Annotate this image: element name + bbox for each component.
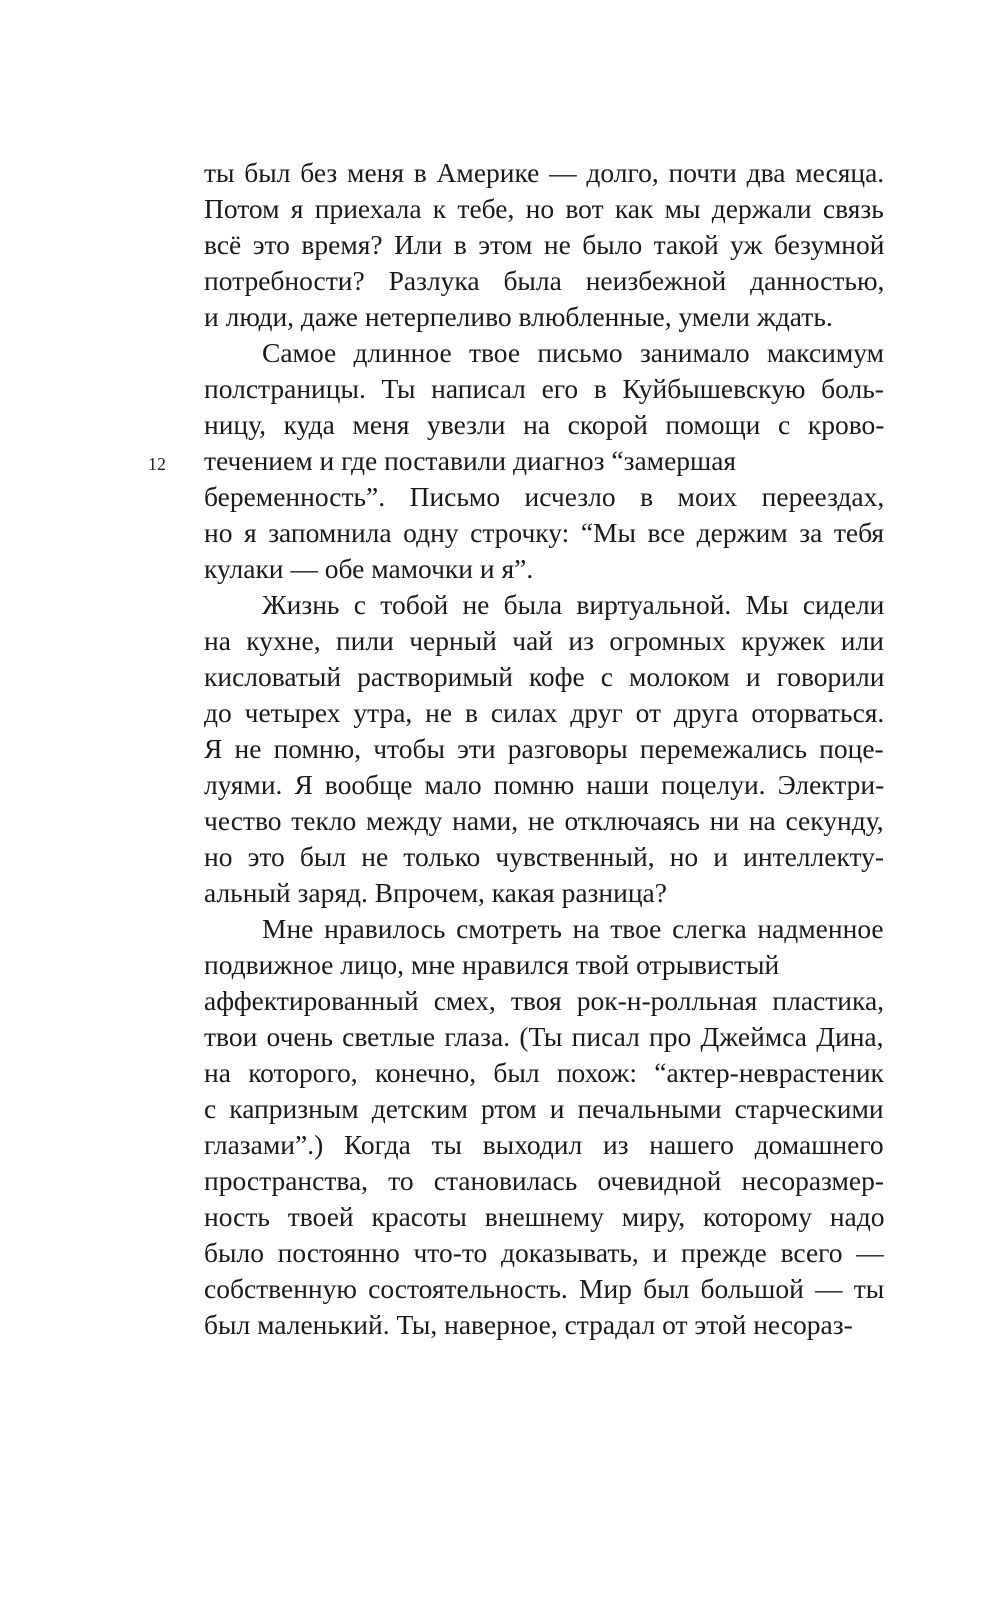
text-line: ницу, куда меня увезли на скорой помощи с крово-: [204, 409, 885, 440]
text-line: течением и где поставили диагноз “замершая: [204, 445, 737, 476]
text-line: чество текло между нами, не отключаясь ни на секунду,: [204, 805, 884, 836]
text-line: но я запомнила одну строчку: “Мы все держим за тебя: [204, 517, 885, 548]
text-line: было постоянно что-то доказывать, и прежде всего —: [204, 1237, 884, 1268]
body-text: [204, 155, 904, 1343]
text-line: подвижное лицо, мне нравился твой отрывистый: [204, 949, 780, 980]
text-line: собственную состоятельность. Мир был большой — ты: [204, 1273, 885, 1304]
page-number: 12: [148, 454, 166, 474]
text-line: твои очень светлые глаза. (Ты писал про Джеймса Дина,: [204, 1021, 884, 1052]
text-line: но это был не только чувственный, но и интеллекту-: [204, 841, 885, 872]
text-line: до четырех утра, не в силах друг от друга оторваться.: [204, 697, 885, 728]
text-line: Я не помню, чтобы эти разговоры перемежались поце-: [204, 733, 884, 764]
text-line: с капризным детским ртом и печальными старческими: [204, 1093, 884, 1124]
text-line: кисловатый растворимый кофе с молоком и говорили: [204, 661, 885, 692]
text-line: и люди, даже нетерпеливо влюбленные, умели ждать.: [204, 301, 833, 332]
text-line: пространства, то становилась очевидной несоразмер-: [204, 1165, 885, 1196]
text-line: потребности? Разлука была неизбежной данностью,: [204, 265, 885, 296]
text-line: всё это время? Или в этом не было такой уж безумной: [204, 229, 885, 260]
text-line: Потом я приехала к тебе, но вот как мы держали связь: [204, 193, 884, 224]
paragraph-first-line: Мне нравилось смотреть на твое слегка надменное: [262, 913, 884, 944]
text-line: альный заряд. Впрочем, какая разница?: [204, 877, 667, 908]
text-line: на кухне, пили черный чай из огромных кружек или: [204, 625, 884, 656]
paragraph-first-line: Жизнь с тобой не была виртуальной. Мы сидели: [262, 589, 885, 620]
text-line: полстраницы. Ты написал его в Куйбышевскую боль-: [204, 373, 884, 404]
text-line: луями. Я вообще мало помню наши поцелуи. Электри-: [204, 769, 885, 800]
text-line: беременность”. Письмо исчезло в моих переездах,: [204, 481, 885, 512]
text-line: кулаки — обе мамочки и я”.: [204, 553, 534, 584]
text-line: глазами”.) Когда ты выходил из нашего домашнего: [204, 1129, 884, 1160]
text-line: на которого, конечно, был похож: “актер-неврастеник: [204, 1057, 884, 1088]
text-line: ты был без меня в Америке — долго, почти два месяца.: [204, 157, 885, 188]
paragraph-first-line: Самое длинное твое письмо занимало максимум: [262, 337, 885, 368]
text-line: был маленький. Ты, наверное, страдал от этой несораз-: [204, 1309, 853, 1340]
text-line: аффектированный смех, твоя рок-н-ролльная пластика,: [204, 985, 885, 1016]
text-line: ность твоей красоты внешнему миру, которому надо: [204, 1201, 885, 1232]
